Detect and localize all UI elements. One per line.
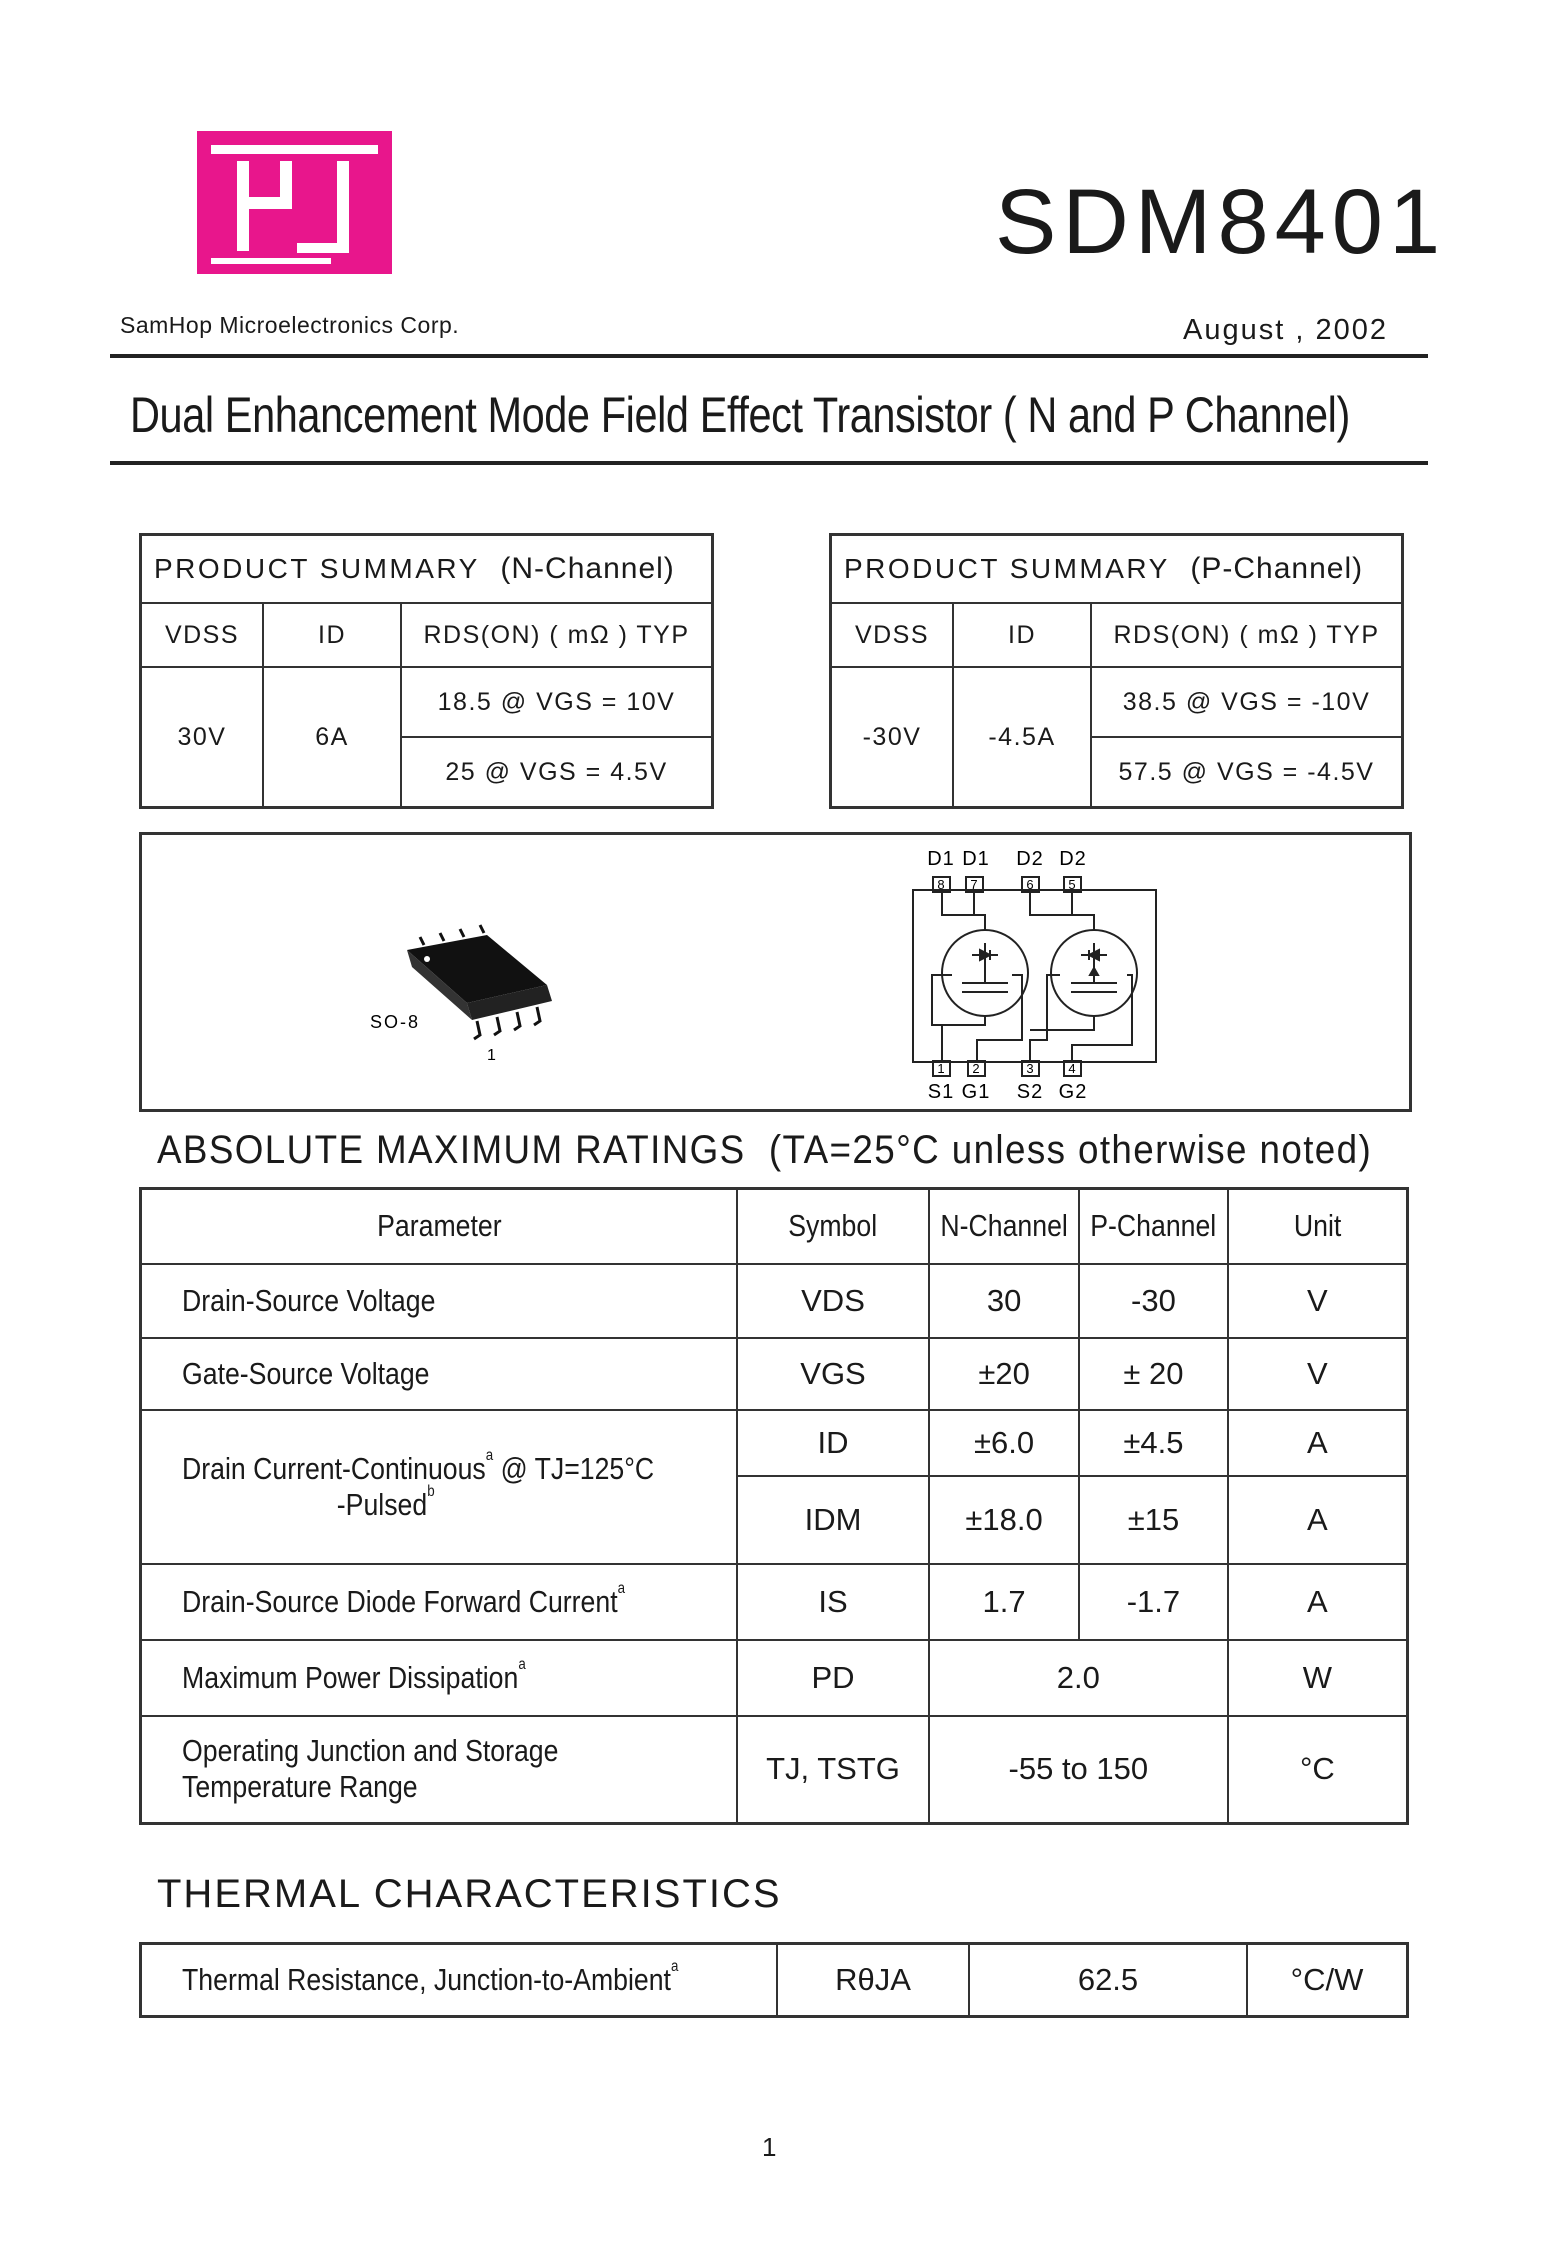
summary-n-id: 6A [263, 667, 401, 808]
pin1-label: S1 [927, 1081, 955, 1103]
package-name: SO-8 [370, 1012, 421, 1032]
amr-vds-p: -30 [1079, 1264, 1227, 1338]
pin8-label: D1 [927, 848, 955, 870]
thermal-param: Thermal Resistance, Junction-to-Ambient$^a$ [141, 1944, 778, 2017]
summary-n-rds1: 18.5 @ VGS = 10V [401, 667, 713, 737]
amr-vds-sym: VDS [737, 1264, 929, 1338]
summary-n-col-id: ID [263, 603, 401, 667]
amr-pd-value: 2.0 [929, 1640, 1228, 1716]
pin2-label: G1 [961, 1081, 991, 1103]
amr-id-sym: ID [737, 1410, 929, 1476]
pin4-number: 4 [1068, 1061, 1076, 1076]
absolute-max-ratings-table [139, 1187, 1409, 1825]
summary-p-id: -4.5A [953, 667, 1091, 808]
product-summary-p [829, 533, 1404, 809]
table-row [141, 1410, 1408, 1476]
amr-tj-unit: °C [1228, 1716, 1408, 1824]
table-row [141, 1264, 1408, 1338]
so8-chip-icon [407, 925, 552, 1039]
amr-idm-p: ±15 [1079, 1476, 1227, 1564]
page-number: 1 [762, 2132, 777, 2162]
summary-n-vdss: 30V [141, 667, 264, 808]
dual-mosfet-schematic [913, 877, 1156, 1076]
package-diagram-box [139, 832, 1412, 1112]
amr-vgs-param: Gate-Source Voltage [141, 1338, 738, 1410]
product-summary-n [139, 533, 714, 809]
page-title: Dual Enhancement Mode Field Effect Transistor ( N and P Channel) [130, 387, 1350, 443]
amr-is-param: Drain-Source Diode Forward Current$^a$ [141, 1564, 738, 1640]
table-row [141, 1944, 1408, 2017]
samhop-logo [197, 131, 392, 274]
amr-col-unit: Unit [1228, 1189, 1408, 1264]
pin3-label: S2 [1016, 1081, 1044, 1103]
pin6-label: D2 [1016, 848, 1044, 870]
amr-vds-unit: V [1228, 1264, 1408, 1338]
amr-pd-unit: W [1228, 1640, 1408, 1716]
thermal-heading: THERMAL CHARACTERISTICS [157, 1872, 782, 1916]
amr-vgs-n: ±20 [929, 1338, 1079, 1410]
table-row [141, 1564, 1408, 1640]
amr-is-unit: A [1228, 1564, 1408, 1640]
amr-id-p: ±4.5 [1079, 1410, 1227, 1476]
amr-col-symbol: Symbol [737, 1189, 929, 1264]
package-diagram [142, 835, 1409, 1109]
amr-id-unit: A [1228, 1410, 1408, 1476]
amr-is-n: 1.7 [929, 1564, 1079, 1640]
table-row [141, 1338, 1408, 1410]
pin8-number: 8 [937, 877, 945, 892]
table-row [141, 1716, 1408, 1824]
amr-idm-sym: IDM [737, 1476, 929, 1564]
document-date: August , 2002 [1183, 314, 1388, 346]
amr-heading: ABSOLUTE MAXIMUM RATINGS (TA=25°C unless otherwise noted) [157, 1128, 1373, 1172]
thermal-sym: RθJA [777, 1944, 969, 2017]
amr-is-p: -1.7 [1079, 1564, 1227, 1640]
pin7-number: 7 [970, 877, 978, 892]
header-divider [110, 354, 1428, 358]
summary-p-rds1: 38.5 @ VGS = -10V [1091, 667, 1403, 737]
amr-idm-unit: A [1228, 1476, 1408, 1564]
amr-tj-value: -55 to 150 [929, 1716, 1228, 1824]
pin5-number: 5 [1068, 877, 1076, 892]
summary-p-vdss: -30V [831, 667, 954, 808]
amr-pd-param: Maximum Power Dissipation$^a$ [141, 1640, 738, 1716]
pin5-label: D2 [1059, 848, 1087, 870]
pin7-label: D1 [962, 848, 990, 870]
pin1-number: 1 [937, 1061, 945, 1076]
amr-tj-param: Operating Junction and Storage Temperature Range [141, 1716, 738, 1824]
amr-vds-param: Drain-Source Voltage [141, 1264, 738, 1338]
amr-tj-sym: TJ, TSTG [737, 1716, 929, 1824]
summary-p-title: PRODUCT SUMMARY (P-Channel) [831, 535, 1403, 604]
title-divider [110, 461, 1428, 465]
amr-pd-sym: PD [737, 1640, 929, 1716]
pin3-number: 3 [1026, 1061, 1034, 1076]
amr-is-sym: IS [737, 1564, 929, 1640]
pin4-label: G2 [1058, 1081, 1088, 1103]
amr-id-n: ±6.0 [929, 1410, 1079, 1476]
pin6-number: 6 [1026, 877, 1034, 892]
package-pin1-label: 1 [487, 1047, 496, 1064]
table-row [141, 1640, 1408, 1716]
amr-id-param: Drain Current-Continuous$^a$ @ TJ=125°C -Pulsed$^b$ [141, 1410, 738, 1564]
pin2-number: 2 [972, 1061, 980, 1076]
summary-p-col-id: ID [953, 603, 1091, 667]
amr-col-parameter: Parameter [141, 1189, 738, 1264]
amr-vgs-p: ± 20 [1079, 1338, 1227, 1410]
summary-n-rds2: 25 @ VGS = 4.5V [401, 737, 713, 808]
amr-vgs-sym: VGS [737, 1338, 929, 1410]
thermal-unit: °C/W [1247, 1944, 1408, 2017]
amr-col-pchannel: P-Channel [1079, 1189, 1227, 1264]
summary-n-col-vdss: VDSS [141, 603, 264, 667]
amr-vgs-unit: V [1228, 1338, 1408, 1410]
summary-p-rds2: 57.5 @ VGS = -4.5V [1091, 737, 1403, 808]
amr-idm-n: ±18.0 [929, 1476, 1079, 1564]
amr-col-nchannel: N-Channel [929, 1189, 1079, 1264]
summary-p-col-vdss: VDSS [831, 603, 954, 667]
summary-n-title: PRODUCT SUMMARY (N-Channel) [141, 535, 713, 604]
summary-n-col-rds: RDS(ON) ( mΩ ) TYP [401, 603, 713, 667]
company-name: SamHop Microelectronics Corp. [120, 312, 460, 338]
thermal-table [139, 1942, 1409, 2018]
amr-vds-n: 30 [929, 1264, 1079, 1338]
summary-p-col-rds: RDS(ON) ( mΩ ) TYP [1091, 603, 1403, 667]
thermal-value: 62.5 [969, 1944, 1247, 2017]
part-number: SDM8401 [995, 171, 1447, 273]
